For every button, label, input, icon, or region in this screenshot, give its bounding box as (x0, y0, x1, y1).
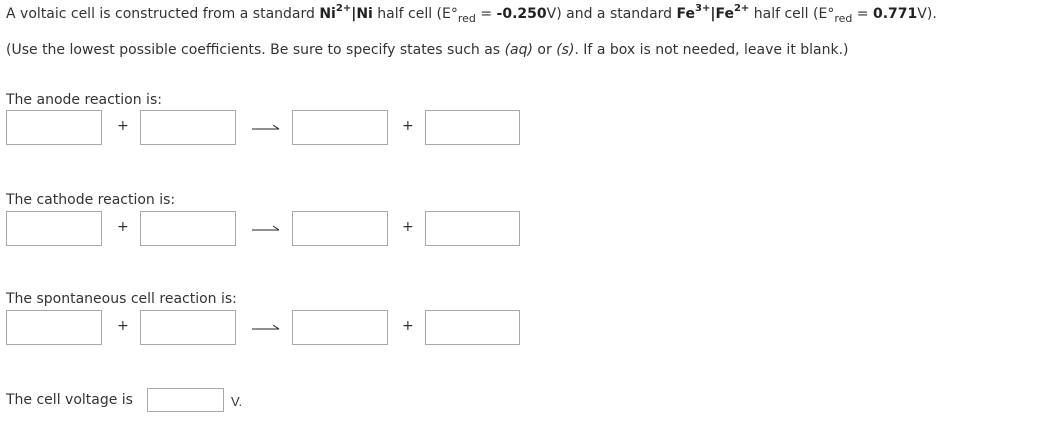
cell-voltage-label: The cell voltage is (6, 392, 133, 408)
question-text-part: A voltaic cell is constructed from a standard (6, 6, 320, 22)
red-subscript: red (834, 12, 853, 25)
question-text: A voltaic cell is constructed from a standard $Ni^{2+}|Ni$ half cell $(E^\circ_{red} = -0.250V)$ and a standard $Fe^{3+}|Fe^{2+}$ half cell $(E^\circ_{red} = 0.771V)$. (6, 3, 937, 25)
nickel-ion-formula: $Ni^{2+}|Ni$ (319, 3, 373, 22)
anode-reactant-1-input[interactable] (6, 110, 102, 145)
question-text-part: half cell (E° (749, 6, 835, 22)
cathode-reaction-row (6, 211, 526, 251)
cell-reaction-label: The spontaneous cell reaction is: (6, 291, 237, 307)
cathode-reaction-label: The cathode reaction is: (6, 192, 176, 208)
voltage-unit: V. (231, 394, 243, 409)
cathode-product-1-input[interactable] (292, 211, 388, 246)
cathode-reactant-1-input[interactable] (6, 211, 102, 246)
red-subscript: red (457, 12, 476, 25)
plus-sign: + (117, 219, 129, 235)
plus-sign: + (117, 318, 129, 334)
cell-voltage-input[interactable] (147, 388, 224, 412)
cell-reaction-row (6, 310, 526, 350)
iron-potential: 0.771 (873, 6, 918, 22)
question-text-part: half cell (E° (372, 6, 458, 22)
cathode-product-2-input[interactable] (425, 211, 520, 246)
cell-reactant-2-input[interactable] (140, 310, 236, 345)
instructions: (Use the lowest possible coefficients. Be sure to specify states such as (aq) or (s). If a box is not needed, leave it blank.) (6, 42, 849, 58)
reaction-arrow-icon (251, 222, 281, 234)
anode-product-2-input[interactable] (425, 110, 520, 145)
plus-sign: + (402, 318, 414, 334)
reaction-arrow-icon (251, 121, 281, 133)
cell-reactant-1-input[interactable] (6, 310, 102, 345)
cell-product-2-input[interactable] (425, 310, 520, 345)
nickel-potential: -0.250 (496, 6, 547, 22)
question-text-part: V) and a standard (546, 6, 677, 22)
reaction-arrow-icon (251, 321, 281, 333)
anode-product-1-input[interactable] (292, 110, 388, 145)
plus-sign: + (402, 118, 414, 134)
anode-reactant-2-input[interactable] (140, 110, 236, 145)
cell-product-1-input[interactable] (292, 310, 388, 345)
iron-ion-formula: $Fe^{3+}|Fe^{2+}$ (676, 3, 750, 22)
plus-sign: + (402, 219, 414, 235)
cathode-reactant-2-input[interactable] (140, 211, 236, 246)
anode-reaction-row (6, 110, 526, 150)
anode-reaction-label: The anode reaction is: (6, 92, 162, 108)
plus-sign: + (117, 118, 129, 134)
